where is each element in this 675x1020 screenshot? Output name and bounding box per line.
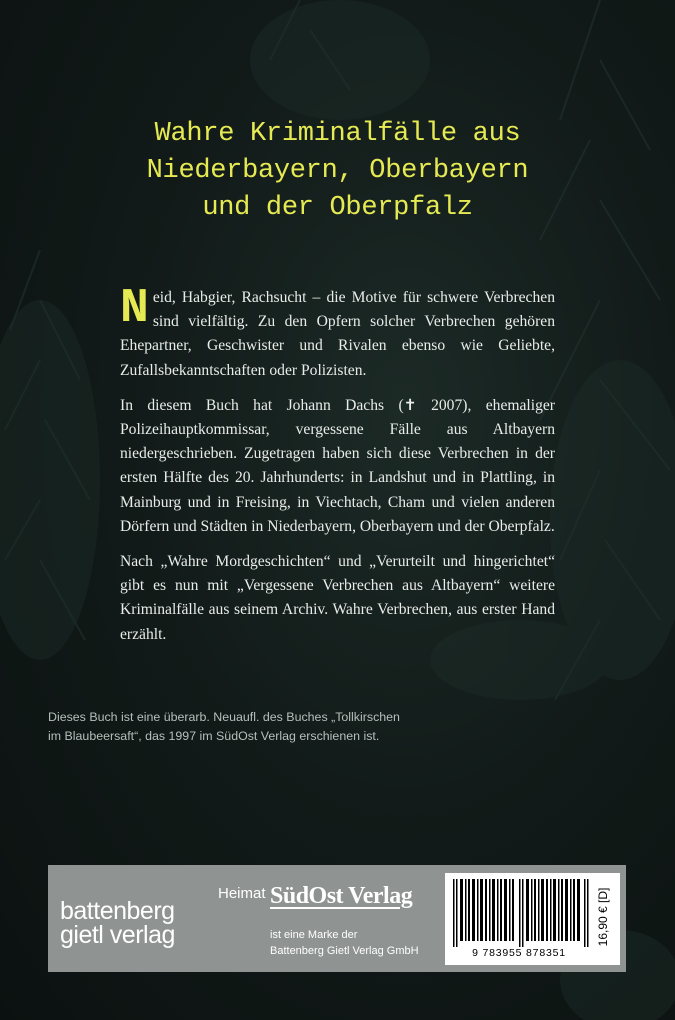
edition-note-line-1: Dieses Buch ist eine überarb. Neuaufl. des Buches „Tollkirschen [48,710,400,724]
paragraph-2: In diesem Buch hat Johann Dachs (✝ 2007), ehemaliger Polizeihauptkommissar, vergessene Fälle aus Altbayern niedergeschrieben. Zugetragen haben sich diese Verbrechen in der ersten Hälfte des 20. Jahrhunderts: in Landshut und in Plattling, in Mainburg und in Freising, in Viechtach, Cham und vielen anderen Dörfern und Städten in Niederbayern, Oberbayern und der Oberpfalz. [120,396,555,535]
headline [0,116,675,227]
intro-paragraph [120,282,555,383]
paragraph-3: Nach „Wahre Mordgeschichten“ und „Verurteilt und hingerichtet“ gibt es nun mit „Vergessene Verbrechen aus Altbayern“ weitere Kriminalfälle aus seinem Archiv. Wahre Verbrechen, aus erster Hand erzählt. [120,553,555,643]
blurb-text [120,282,555,658]
barcode [453,879,593,947]
edition-note-line-2: im Blaubeersaft“, das 1997 im SüdOst Verlag erschienen ist. [48,729,380,743]
logo-heimat: Heimat [218,885,266,902]
logo-line-1: battenberg [60,897,175,925]
publisher-logo [60,899,175,947]
drop-cap: N [120,282,149,336]
logo-line-2: gietl verlag [60,921,175,949]
imprint-line-2: Battenberg Gietl Verlag GmbH [270,945,419,957]
barcode-box [445,873,620,965]
price-label: 16,90 € [D] [596,887,610,947]
publisher-footer [48,865,626,972]
isbn-digits: 9 783955 878351 [472,947,566,959]
edition-note [48,708,628,746]
imprint-note [270,927,419,959]
headline-line-3: und der Oberpfalz [202,193,473,223]
headline-line-1: Wahre Kriminalfälle aus [154,119,521,149]
headline-line-2: Niederbayern, Oberbayern [146,156,529,186]
intro-text: eid, Habgier, Rachsucht – die Motive für schwere Verbrechen sind vielfältig. Zu den Opfern solcher Verbrechen gehören Ehepartner, Geschwister und Rivalen ebenso wie Geliebte, Zufallsbekanntschaften oder Polizisten. [120,289,555,379]
sudost-logo: SüdOst Verlag [270,883,413,909]
imprint-line-1: ist eine Marke der [270,929,358,941]
